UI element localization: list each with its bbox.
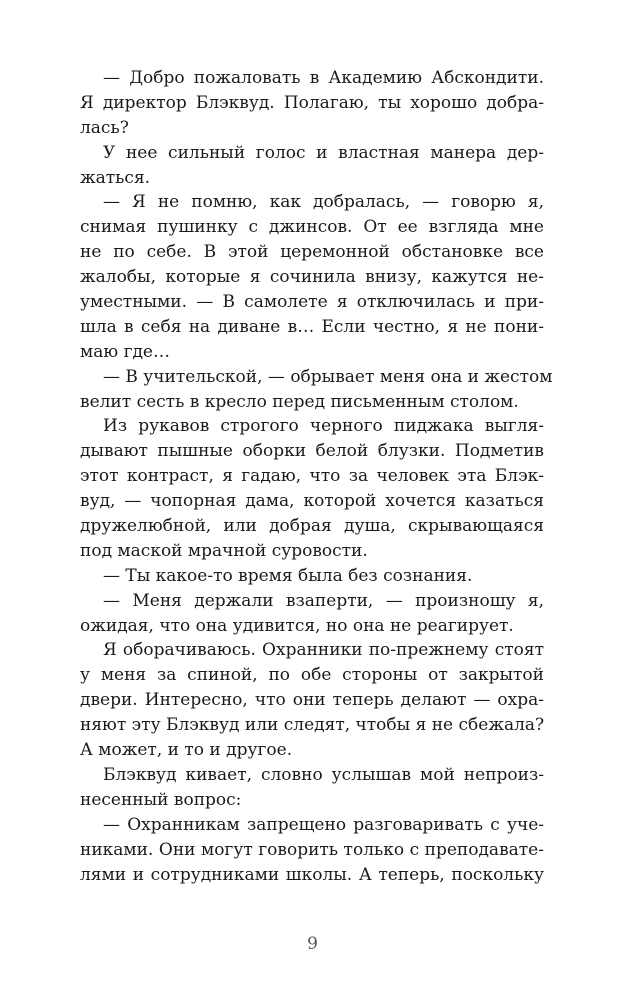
text-line: Я оборачиваюсь. Охранники по-прежнему стоят (103, 640, 544, 661)
text-line: жаться. (80, 167, 151, 188)
text-line: дружелюбной, или добрая душа, скрывающаяся (80, 516, 544, 537)
text-line: А может, и то и другое. (80, 740, 293, 761)
text-line: маю где… (80, 341, 170, 362)
text-line: дывают пышные оборки белой блузки. Подметив (80, 441, 544, 462)
text-line: ожидая, что она удивится, но она не реагирует. (80, 615, 514, 636)
text-line: Я директор Блэквуд. Полагаю, ты хорошо добра- (80, 92, 544, 113)
text-line: — Я не помню, как добралась, — говорю я, (103, 192, 544, 213)
text-line: шла в себя на диване в… Если честно, я не пони- (80, 316, 544, 337)
text-line: лями и сотрудниками школы. А теперь, поскольку (80, 864, 544, 885)
text-line: Блэквуд кивает, словно услышав мой непроиз- (103, 764, 544, 785)
page-number: 9 (307, 934, 318, 954)
text-line: снимая пушинку с джинсов. От ее взгляда мне (80, 217, 544, 238)
text-line: У нее сильный голос и властная манера дер- (103, 142, 544, 163)
text-line: жалобы, которые я сочинила внизу, кажутся не- (80, 267, 544, 288)
text-line: — Меня держали взаперти, — произношу я, (103, 590, 544, 611)
text-line: няют эту Блэквуд или следят, чтобы я не сбежала? (80, 715, 545, 736)
text-line: вуд, — чопорная дама, которой хочется казаться (80, 491, 544, 512)
text-line: Из рукавов строгого черного пиджака выгля- (103, 416, 544, 437)
text-line: лась? (80, 117, 129, 138)
page-text (80, 66, 553, 887)
text-line: не по себе. В этой церемонной обстановке все (80, 242, 544, 263)
text-line: уместными. — В самолете я отключилась и при- (80, 292, 544, 313)
text-line: несенный вопрос: (80, 789, 242, 810)
text-line: — Добро пожаловать в Академию Абскондити. (103, 68, 544, 88)
text-line: этот контраст, я гадаю, что за человек эта Блэк- (80, 466, 544, 487)
text-line: двери. Интересно, что они теперь делают — охра- (80, 690, 544, 711)
text-line: никами. Они могут говорить только с преподавате- (80, 839, 544, 860)
text-line: велит сесть в кресло перед письменным столом. (80, 391, 519, 412)
text-line: — В учительской, — обрывает меня она и жестом (103, 366, 553, 387)
text-line: — Ты какое-то время была без сознания. (103, 565, 473, 586)
text-line: у меня за спиной, по обе стороны от закрытой (80, 665, 544, 686)
text-line: под маской мрачной суровости. (80, 540, 368, 561)
text-line: — Охранникам запрещено разговаривать с уче- (103, 814, 544, 835)
